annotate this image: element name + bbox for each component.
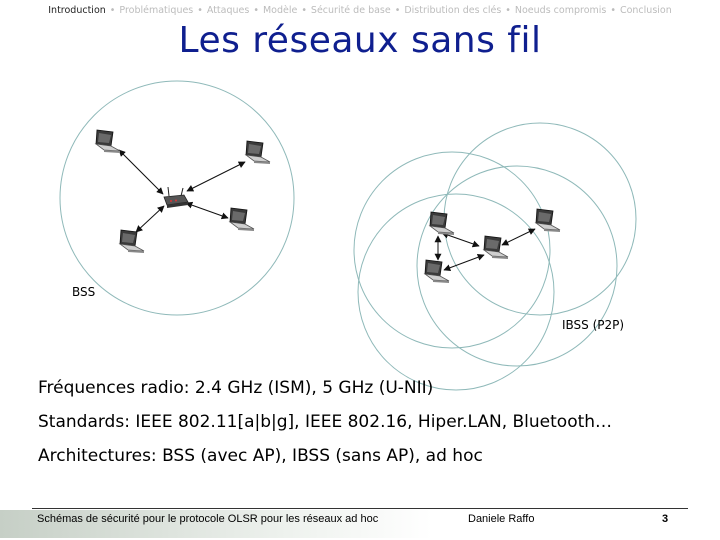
ibss-coverage-circle-3: [358, 194, 554, 390]
nav-item-introduction[interactable]: Introduction: [48, 5, 106, 16]
laptop-icon: [246, 141, 270, 164]
footer-bar: [0, 510, 720, 538]
nav-item-noeuds-compromis[interactable]: Noeuds compromis: [514, 5, 607, 16]
laptop-icon: [536, 209, 560, 232]
nav-item-attaques[interactable]: Attaques: [206, 5, 250, 16]
nav-separator: •: [610, 5, 616, 16]
nav-separator: •: [197, 5, 203, 16]
footer-author: Daniele Raffo: [468, 513, 535, 525]
laptop-icon: [120, 230, 144, 253]
footer-divider: [32, 508, 688, 509]
nav-separator: •: [394, 5, 401, 16]
coverage-circles: [60, 81, 636, 390]
slide-title: Les réseaux sans fil: [178, 20, 542, 61]
footer-page-number: 3: [662, 513, 669, 525]
nav-item-securite-de-base[interactable]: Sécurité de base: [310, 5, 391, 16]
ibss-label: IBSS (P2P): [562, 318, 625, 332]
nav-item-modele[interactable]: Modèle: [262, 5, 298, 16]
laptop-icon: [96, 130, 120, 153]
nav-item-distribution-des-cles[interactable]: Distribution des clés: [404, 5, 502, 16]
bullet-standards: Standards: IEEE 802.11[a|b|g], IEEE 802.16, Hiper.LAN, Bluetooth…: [38, 412, 613, 432]
nav-separator: •: [505, 5, 511, 16]
nav-item-problematiques[interactable]: Problématiques: [119, 5, 194, 16]
nav-separator: •: [301, 5, 307, 16]
laptop-icon: [430, 212, 454, 235]
nav-separator: •: [253, 5, 259, 16]
laptop-icon: [425, 260, 449, 283]
laptop-icon: [230, 208, 254, 231]
access-point-router-icon: [164, 187, 188, 208]
nav-item-conclusion[interactable]: Conclusion: [619, 5, 672, 16]
bullet-frequencies: Fréquences radio: 2.4 GHz (ISM), 5 GHz (U-NII): [38, 378, 434, 398]
nav-separator: •: [109, 5, 116, 16]
laptop-icon: [484, 236, 508, 259]
bss-label: BSS: [72, 285, 96, 299]
bullet-architectures: Architectures: BSS (avec AP), IBSS (sans AP), ad hoc: [38, 446, 483, 466]
bullet-list: [38, 378, 612, 480]
footer-presentation-title: Schémas de sécurité pour le protocole OLSR pour les réseaux ad hoc: [37, 513, 379, 525]
